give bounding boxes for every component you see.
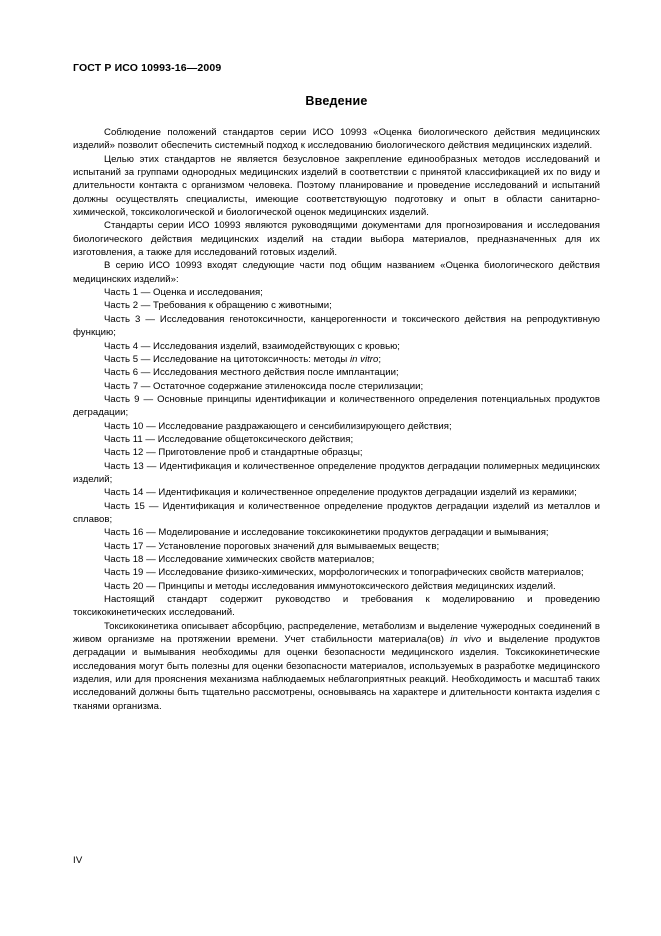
- intro-paragraph-3: Стандарты серии ИСО 10993 являются руководящими документами для прогнозирования и исследования биологического действия медицинских изделий на стадии выбора материалов, предназначенных для их изготовления, а также для исследований готовых изделий.: [73, 220, 600, 259]
- page-content: [73, 94, 600, 713]
- list-item: Часть 1 — Оценка и исследования;: [104, 287, 263, 299]
- page-title: Введение: [305, 94, 368, 108]
- intro-paragraph-4: В серию ИСО 10993 входят следующие части под общим названием «Оценка биологического действия медицинских изделий»:: [73, 260, 600, 285]
- list-item: Часть 14 — Идентификация и количественное определение продуктов деградации изделий из керамики;: [104, 487, 577, 499]
- intro-paragraph-1: Соблюдение положений стандартов серии ИСО 10993 «Оценка биологического действия медицинских изделий» позволит обеспечить системный подход к исследованию биологического действия медицинских изделий.: [73, 127, 600, 152]
- scope-paragraph: Настоящий стандарт содержит руководство и требования к моделированию и проведению токсикокинетических исследований.: [73, 594, 600, 619]
- list-item: Часть 20 — Принципы и методы исследования иммунотоксического действия медицинских изделий.: [104, 580, 556, 592]
- toxicokinetics-paragraph: [73, 620, 600, 713]
- intro-paragraph-2: Целью этих стандартов не является безусловное закрепление единообразных методов исследований и испытаний за группами однородных медицинских изделий в соответствии с принятой классификацией их по виду и длительности контакта с организмом человека. Поэтому планирование и проведение исследований и испытаний должны осуществлять специалисты, имеющие соответствующую подготовку и опыт в области санитарно-химической, токсикологической и биологической оценок медицинских изделий.: [73, 153, 600, 219]
- latin-term-in-vivo: in vivo: [450, 634, 482, 646]
- list-item: Часть 12 — Приготовление проб и стандартные образцы;: [104, 447, 363, 459]
- latin-term-in-vitro: in vitro: [349, 353, 379, 365]
- list-item: Часть 18 — Исследование химических свойств материалов;: [104, 554, 375, 565]
- list-item: Часть 16 — Моделирование и исследование токсикокинетики продуктов деградации и вымывания;: [104, 527, 549, 539]
- list-item: Часть 9 — Основные принципы идентификации и количественного определения потенциальных продуктов деградации;: [73, 393, 600, 419]
- list-item-part-5-tail: ;: [378, 353, 382, 365]
- list-item: Часть 6 — Исследования местного действия после имплантации;: [104, 367, 399, 379]
- toxicokinetics-text-lead: Токсикокинетика описывает абсорбцию, распределение, метаболизм и выделение чужеродных соединений в живом организме на протяжении времени. Учет стабильности материала(ов): [73, 620, 600, 646]
- list-item: Часть 7 — Остаточное содержание этиленоксида после стерилизации;: [104, 380, 424, 392]
- toxicokinetics-text-tail: и выделение продуктов деградации и вымывания необходимы для оценки безопасности медицинского изделия. Токсикокинетические исследования могут быть полезны для оценки безопасности материалов, используемых в разработке медицинского изделия, или для прояснения механизма наблюдаемых неблагоприятных реакций. Необходимость и масштаб таких исследований должны быть тщательно рассмотрены, основываясь на характере и длительности контакта изделия с тканями организма.: [73, 634, 601, 712]
- list-item-part-5: [73, 353, 600, 366]
- list-item: Часть 13 — Идентификация и количественное определение продуктов деградации полимерных медицинских изделий;: [73, 460, 600, 485]
- list-item: Часть 19 — Исследование физико-химических, морфологических и топографических свойств материалов;: [104, 567, 584, 579]
- list-item: Часть 15 — Идентификация и количественное определение продуктов деградации изделий из металлов и сплавов;: [73, 500, 600, 525]
- list-item-part-5-text: Часть 5 — Исследование на цитотоксичность: методы: [104, 353, 350, 365]
- list-item: Часть 3 — Исследования генотоксичности, канцерогенности и токсического действия на репродуктивную функцию;: [73, 313, 600, 339]
- list-item: Часть 4 — Исследования изделий, взаимодействующих с кровью;: [104, 340, 400, 352]
- page-number: IV: [73, 855, 83, 866]
- running-head: ГОСТ Р ИСО 10993-16—2009: [73, 62, 222, 74]
- list-item: Часть 10 — Исследование раздражающего и сенсибилизирующего действия;: [104, 420, 452, 432]
- list-item: Часть 2 — Требования к обращению с животными;: [104, 300, 332, 312]
- list-item: Часть 17 — Установление пороговых значений для вымываемых веществ;: [104, 540, 440, 552]
- list-item: Часть 11 — Исследование общетоксического действия;: [104, 433, 354, 445]
